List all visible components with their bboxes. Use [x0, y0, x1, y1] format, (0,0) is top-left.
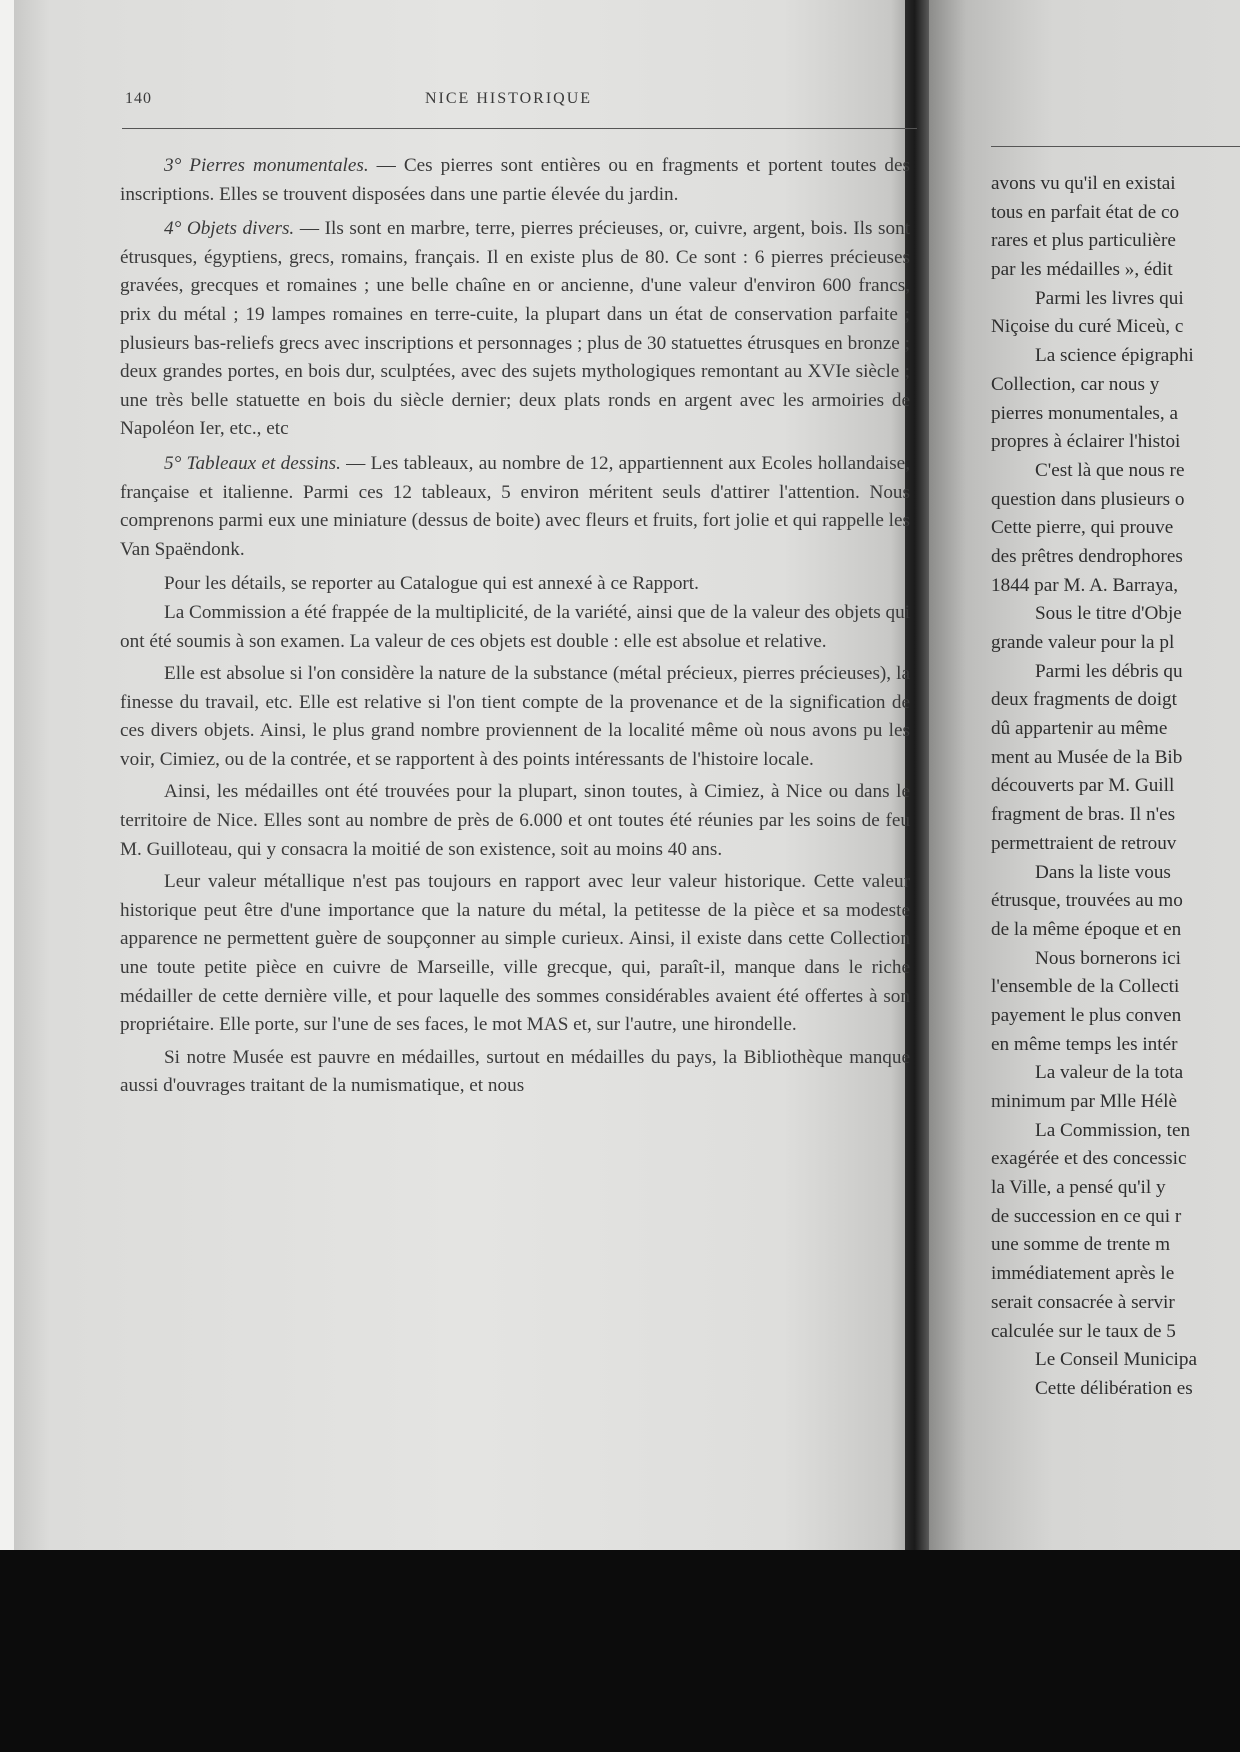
right-page-line: de la même époque et en	[991, 918, 1182, 940]
running-title: NICE HISTORIQUE	[425, 90, 593, 107]
right-page-line: rares et plus particulière	[991, 230, 1176, 252]
right-page-line: Le Conseil Municipa	[1035, 1349, 1197, 1371]
paragraph-text: — Les tableaux, au nombre de 12, appartiennent aux Ecoles hollandaise, française et italienne. Parmi ces 12 tableaux, 5 environ méritent seuls d'attirer l'attention. Nous comprenons parmi eux une miniature (dessus de boite) avec fleurs et fruits, fort jolie et qui rappelle les Van Spaëndonk.	[120, 452, 910, 560]
right-page-line: C'est là que nous re	[1035, 459, 1185, 481]
right-page-line: avons vu qu'il en existai	[991, 173, 1176, 194]
right-page-line: Cette pierre, qui prouve	[991, 517, 1174, 539]
paragraph: Leur valeur métallique n'est pas toujours en rapport avec leur valeur historique. Cette valeur historique peut être d'une importance que la nature du métal, la petitesse de la pièce et sa modeste apparence ne permettent guère de soupçonner au simple curieux. Ainsi, il existe dans cette Collection une toute petite pièce en cuivre de Marseille, ville grecque, qui, paraît-il, manque dans le riche médailler de cette dernière ville, et pour laquelle des sommes considérables avaient été offertes à son propriétaire. Elle porte, sur l'une de ses faces, le mot MAS et, sur l'autre, une hirondelle.	[120, 871, 910, 1036]
paragraph	[120, 450, 910, 564]
paragraph	[120, 215, 910, 444]
paragraph: Si notre Musée est pauvre en médailles, surtout en médailles du pays, la Bibliothèque manque aussi d'ouvrages traitant de la numismatique, et nous	[120, 1046, 910, 1097]
right-page-line: grande valeur pour la pl	[991, 632, 1175, 653]
right-page-line: étrusque, trouvées au mo	[991, 890, 1183, 912]
right-page-text	[991, 170, 1240, 1404]
right-page-line: Niçoise du curé Miceù, c	[991, 316, 1184, 338]
right-page-line: Nous bornerons ici	[1035, 947, 1182, 969]
right-page-line: exagérée et des concessic	[991, 1148, 1187, 1170]
right-page-line: permettraient de retrouv	[991, 832, 1177, 854]
right-page-line: serait consacrée à servir	[991, 1291, 1175, 1313]
paragraph: Elle est absolue si l'on considère la nature de la substance (métal précieux, pierres précieuses), la finesse du travail, etc. Elle est relative si l'on tient compte de la provenance et de la signification de ces divers objets. Ainsi, le plus grand nombre proviennent de la localité même où nous avons pu les voir, Cimiez, ou de la contrée, et se rapportent à des points intéressants de l'histoire locale.	[120, 663, 910, 770]
right-page-line: La Commission, ten	[1035, 1119, 1191, 1141]
right-page-line: Collection, car nous y	[991, 373, 1160, 395]
right-page-line: pierres monumentales, a	[991, 402, 1179, 424]
right-page-line: Parmi les débris qu	[1035, 660, 1183, 682]
right-page	[929, 0, 1240, 1550]
body-text	[120, 152, 910, 1105]
right-page-line: calculée sur le taux de 5	[991, 1320, 1176, 1342]
scan-bottom-margin	[0, 1550, 1240, 1752]
paragraph-text: — Ces pierres sont entières ou en fragments et portent toutes des inscriptions. Elles se trouvent disposées dans une partie élevée du jardin.	[120, 155, 910, 205]
right-page-line: l'ensemble de la Collecti	[991, 976, 1180, 998]
right-page-line: ment au Musée de la Bib	[991, 746, 1183, 768]
right-page-line: payement le plus conven	[991, 1004, 1182, 1026]
header-rule	[122, 128, 917, 129]
right-page-line: minimum par Mlle Hélè	[991, 1091, 1177, 1112]
page-number: 140	[125, 90, 152, 107]
right-page-line: par les médailles », édit	[991, 259, 1173, 281]
right-page-line: deux fragments de doigt	[991, 689, 1177, 711]
right-page-line: Sous le titre d'Obje	[1035, 603, 1182, 625]
right-page-header-rule	[991, 146, 1240, 147]
right-page-line: Dans la liste vous	[1035, 861, 1171, 883]
right-page-line: découverts par M. Guill	[991, 775, 1175, 797]
right-page-line: immédiatement après le	[991, 1263, 1175, 1285]
paragraph: La Commission a été frappée de la multiplicité, de la variété, ainsi que de la valeur des objets qui ont été soumis à son examen. La valeur de ces objets est double : elle est absolue et relative.	[120, 601, 910, 652]
page-header	[0, 90, 904, 110]
right-page-line: propres à éclairer l'histoi	[991, 431, 1181, 453]
right-page-line: tous en parfait état de co	[991, 201, 1180, 223]
section-heading: 3° Pierres monumentales.	[164, 155, 369, 176]
right-page-line: en même temps les intér	[991, 1033, 1178, 1055]
right-page-line: des prêtres dendrophores	[991, 545, 1183, 567]
right-page-line: fragment de bras. Il n'es	[991, 804, 1176, 826]
paragraph	[120, 152, 910, 209]
right-page-line: La science épigraphi	[1035, 345, 1194, 367]
right-page-line: 1844 par M. A. Barraya,	[991, 574, 1179, 596]
right-page-line: question dans plusieurs o	[991, 488, 1185, 510]
paragraph: Pour les détails, se reporter au Catalogue qui est annexé à ce Rapport.	[164, 573, 699, 595]
right-page-line: la Ville, a pensé qu'il y	[991, 1177, 1166, 1199]
right-page-line: La valeur de la tota	[1035, 1062, 1184, 1084]
right-page-line: Parmi les livres qui	[1035, 287, 1184, 309]
right-page-line: Cette délibération es	[1035, 1377, 1193, 1399]
paragraph-text: — Ils sont en marbre, terre, pierres précieuses, or, cuivre, argent, bois. Ils sont étrusques, égyptiens, grecs, romains, français. Il en existe plus de 80. Ce sont : 6 pierres précieuses gravées, grecques et romaines ; une belle chaîne en or ancienne, d'une valeur d'environ 600 francs, prix du métal ; 19 lampes romaines en terre-cuite, la plupart dans un état de conservation parfaite ; plusieurs bas-reliefs grecs avec inscriptions et personnages ; plus de 30 statuettes étrusques en bronze ; deux grandes portes, en bois dur, sculptées, avec des sujets mythologiques remontant au XVIe siècle ; une très belle statuette en bois du siècle dernier; deux plats ronds en argent avec les armoiries de Napoléon Ier, etc., etc	[120, 218, 910, 440]
section-heading: 5° Tableaux et dessins.	[164, 452, 341, 474]
section-heading: 4° Objets divers.	[164, 218, 295, 240]
right-page-line: dû appartenir au même	[991, 718, 1168, 740]
paragraph: Ainsi, les médailles ont été trouvées pour la plupart, sinon toutes, à Cimiez, à Nice ou dans le territoire de Nice. Elles sont au nombre de près de 6.000 et ont toutes été réunies par les soins de feu M. Guilloteau, qui y consacra la moitié de son existence, soit au moins 40 ans.	[120, 781, 910, 860]
right-page-line: une somme de trente m	[991, 1234, 1171, 1256]
right-page-line: de succession en ce qui r	[991, 1205, 1182, 1227]
